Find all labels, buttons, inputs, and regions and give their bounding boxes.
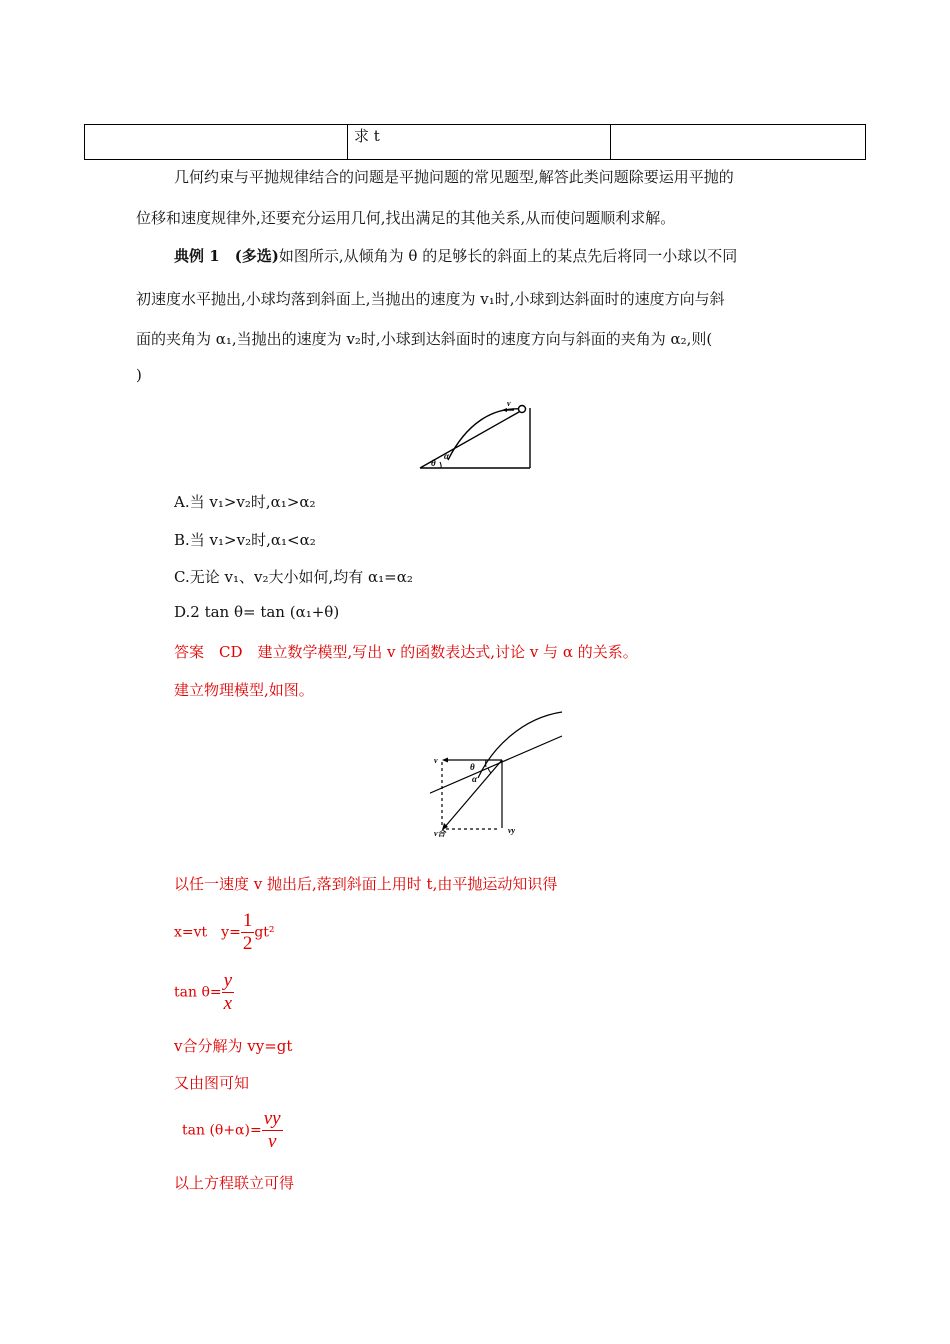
equation-3 — [182, 1108, 283, 1153]
answer-line-6: 以上方程联立可得 — [174, 1174, 295, 1192]
eq2-denominator: x — [223, 993, 233, 1014]
intro-line-2: 位移和速度规律外,还要充分运用几何,找出满足的其他关系,从而使问题顺利求解。 — [136, 209, 676, 227]
fig1-v-label: v — [507, 399, 511, 408]
answer-line-3: 以任一速度 v 抛出后,落到斜面上用时 t,由平抛运动知识得 — [174, 875, 558, 893]
eq2-left: tan θ= — [174, 984, 222, 1001]
fig1-theta-label: θ — [431, 458, 436, 468]
fig2-vhe-label: v合 — [434, 829, 446, 838]
answer-line-2: 建立物理模型,如图。 — [174, 681, 314, 699]
fig2-alpha-label: α — [472, 774, 477, 784]
table-row — [85, 125, 866, 160]
fig2-theta-label: θ — [470, 762, 475, 772]
fig1-alpha-label: α — [444, 451, 449, 461]
eq2-numerator: y — [223, 970, 233, 991]
equation-1 — [174, 910, 275, 955]
fig2-vy-label: vy — [508, 826, 516, 835]
example-line-1 — [174, 245, 737, 266]
example-line-4: ) — [136, 366, 142, 384]
eq3-numerator: vy — [263, 1108, 281, 1129]
eq1-left: x=vt y= — [174, 924, 241, 941]
example-line-2: 初速度水平抛出,小球均落到斜面上,当抛出的速度为 v₁时,小球到达斜面时的速度方向与斜 — [136, 290, 725, 308]
example-label: 典例 1 — [174, 247, 220, 265]
velocity-figure — [430, 708, 570, 843]
fig2-v-label: v — [434, 756, 438, 765]
table-cell: 求 t — [348, 125, 611, 160]
option-c: C.无论 v₁、v₂大小如何,均有 α₁=α₂ — [174, 568, 413, 586]
eq1-fraction — [241, 910, 255, 955]
example-line-3: 面的夹角为 α₁,当抛出的速度为 v₂时,小球到达斜面时的速度方向与斜面的夹角为 α₂,则( — [136, 330, 713, 348]
intro-line-1: 几何约束与平抛规律结合的问题是平抛问题的常见题型,解答此类问题除要运用平抛的 — [174, 168, 734, 186]
eq1-denominator: 2 — [242, 933, 253, 954]
eq3-denominator: v — [267, 1131, 277, 1152]
example-text: 如图所示,从倾角为 θ 的足够长的斜面上的某点先后将同一小球以不同 — [278, 247, 738, 265]
eq3-left: tan (θ+α)= — [182, 1122, 262, 1139]
eq1-right: gt² — [254, 924, 275, 941]
answer-line-4: v合分解为 vy=gt — [174, 1037, 293, 1055]
example-tag: (多选) — [234, 247, 279, 265]
table-cell — [611, 125, 866, 160]
eq2-fraction — [222, 970, 234, 1015]
eq3-fraction — [262, 1108, 283, 1153]
equation-2 — [174, 970, 234, 1015]
answer-line-5: 又由图可知 — [174, 1074, 250, 1092]
table-cell — [85, 125, 348, 160]
option-a: A.当 v₁>v₂时,α₁>α₂ — [174, 493, 316, 511]
answer-line-1: 答案 CD 建立数学模型,写出 v 的函数表达式,讨论 v 与 α 的关系。 — [174, 643, 638, 661]
incline-figure — [410, 398, 540, 474]
eq1-numerator: 1 — [242, 910, 253, 931]
header-table — [84, 124, 866, 160]
option-b: B.当 v₁>v₂时,α₁<α₂ — [174, 531, 316, 549]
option-d: D.2 tan θ= tan (α₁+θ) — [174, 603, 340, 621]
